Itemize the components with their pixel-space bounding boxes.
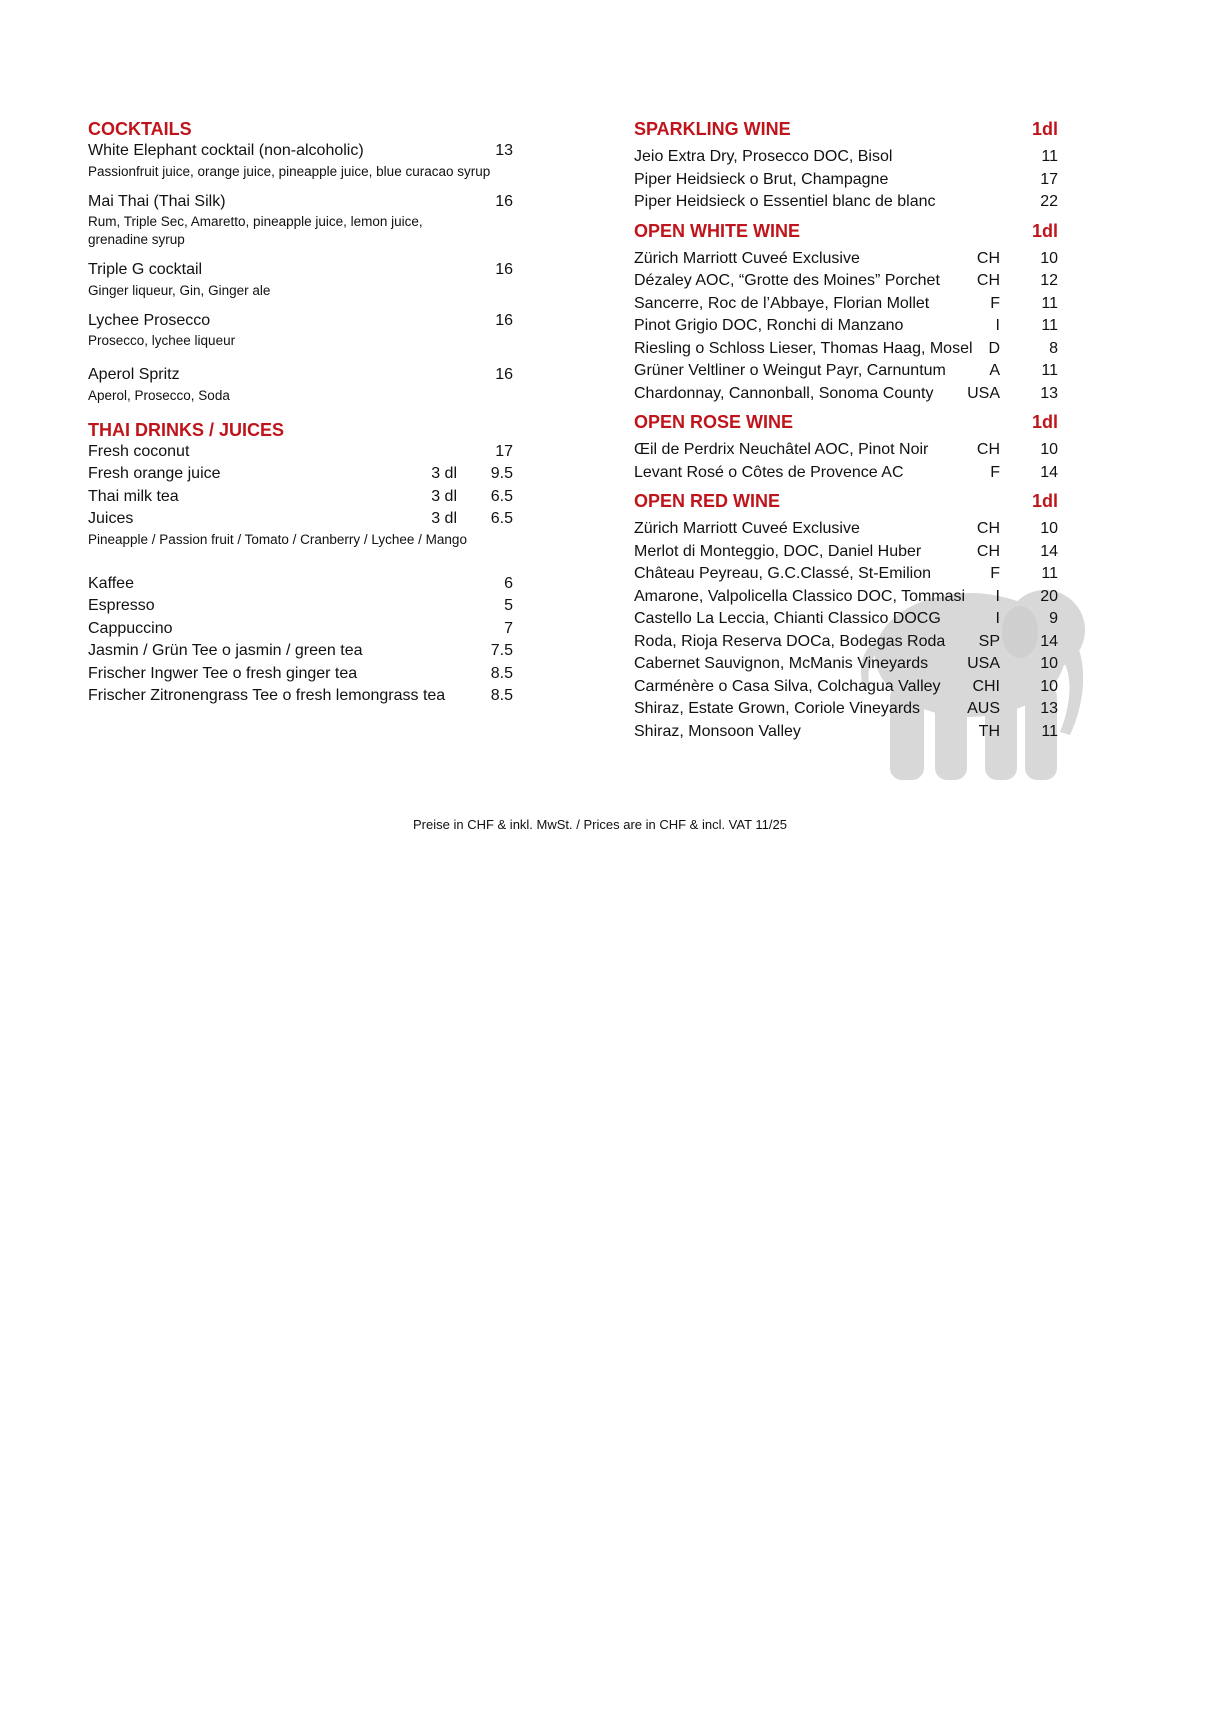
- red-wine-heading: [634, 490, 1058, 512]
- wine-row: [634, 383, 1058, 406]
- wine-price: 14: [1040, 632, 1058, 650]
- wine-origin: SP: [978, 632, 1000, 650]
- wine-origin: CH: [976, 441, 1000, 458]
- item-name: Thai milk tea: [88, 487, 179, 505]
- wine-price: 11: [1041, 148, 1058, 165]
- wine-origin: CH: [976, 272, 1000, 289]
- wine-price: 17: [1040, 170, 1058, 188]
- wine-name: Piper Heidsieck o Essentiel blanc de blanc: [634, 193, 936, 210]
- item-price: 16: [495, 311, 513, 329]
- wine-name: Pinot Grigio DOC, Ronchi di Manzano: [634, 317, 904, 334]
- item-price: 6.5: [490, 510, 513, 527]
- section-title: SPARKLING WINE: [634, 119, 791, 139]
- item-name: Juices: [88, 510, 134, 527]
- wine-row: [634, 608, 1058, 631]
- section-title: OPEN RED WINE: [634, 491, 781, 511]
- unit-label: 1dl: [1031, 412, 1058, 432]
- wine-origin: CH: [976, 249, 1000, 267]
- rose-wine-heading: [634, 411, 1058, 433]
- wine-name: Riesling o Schloss Lieser, Thomas Haag, Mosel: [634, 339, 973, 357]
- item-name: Espresso: [88, 597, 155, 614]
- wine-origin: A: [989, 362, 1000, 379]
- item-name: Frischer Zitronengrass Tee o fresh lemongrass tea: [88, 687, 446, 704]
- wine-name: Levant Rosé o Côtes de Provence AC: [634, 463, 904, 481]
- wine-price: 14: [1040, 542, 1058, 560]
- wine-price: 10: [1040, 677, 1058, 695]
- unit-label: 1dl: [1031, 220, 1058, 241]
- wine-row: [634, 169, 1058, 192]
- wine-price: 8: [1049, 339, 1058, 357]
- item-price: 13: [495, 142, 513, 159]
- wine-name: Zürich Marriott Cuveé Exclusive: [634, 520, 860, 537]
- menu-item: [88, 508, 513, 531]
- item-size: 3 dl: [431, 510, 457, 527]
- wine-row: [634, 248, 1058, 271]
- wine-price: 11: [1041, 362, 1058, 379]
- wine-origin: TH: [978, 722, 1000, 740]
- item-price: 16: [495, 192, 513, 210]
- wine-name: Jeio Extra Dry, Prosecco DOC, Bisol: [634, 148, 893, 165]
- item-description: Aperol, Prosecco, Soda: [88, 387, 230, 403]
- menu-item: [88, 364, 513, 405]
- wine-row: [634, 360, 1058, 383]
- wine-row: [634, 721, 1058, 744]
- wine-price: 13: [1040, 384, 1058, 402]
- wine-row: [634, 541, 1058, 564]
- item-price: 9.5: [490, 465, 513, 482]
- wine-row: [634, 191, 1058, 214]
- wine-origin: I: [995, 587, 1000, 605]
- item-price: 5: [504, 597, 513, 614]
- wine-name: Cabernet Sauvignon, McManis Vineyards: [634, 655, 929, 672]
- wine-row: [634, 270, 1058, 293]
- wine-name: Roda, Rioja Reserva DOCa, Bodegas Roda: [634, 632, 946, 650]
- item-price: 16: [495, 366, 513, 383]
- unit-label: 1dl: [1031, 491, 1058, 511]
- wine-price: 22: [1040, 193, 1058, 210]
- wine-origin: D: [988, 339, 1000, 357]
- cocktails-heading: COCKTAILS: [88, 119, 192, 139]
- item-name: Lychee Prosecco: [88, 311, 211, 329]
- wine-origin: CH: [976, 520, 1000, 537]
- juices-description: Pineapple / Passion fruit / Tomato / Cranberry / Lychee / Mango: [88, 531, 467, 547]
- item-name: Jasmin / Grün Tee o jasmin / green tea: [88, 642, 363, 659]
- wine-row: [634, 315, 1058, 338]
- menu-item: [88, 441, 513, 464]
- wine-row: [634, 586, 1058, 609]
- menu-item: [88, 463, 513, 486]
- wine-price: 11: [1041, 722, 1058, 740]
- wine-row: [634, 439, 1058, 462]
- menu-item: [88, 640, 513, 663]
- wine-price: 11: [1041, 317, 1058, 334]
- wine-row: [634, 676, 1058, 699]
- wine-name: Château Peyreau, G.C.Classé, St-Emilion: [634, 565, 932, 582]
- wine-row: [634, 698, 1058, 721]
- menu-item: [88, 573, 513, 596]
- menu-item: [88, 595, 513, 618]
- wine-price: 14: [1040, 463, 1058, 481]
- wine-row: [634, 462, 1058, 485]
- wine-origin: CH: [976, 542, 1000, 560]
- wine-name: Œil de Perdrix Neuchâtel AOC, Pinot Noir: [634, 441, 929, 458]
- item-description: Passionfruit juice, orange juice, pineapple juice, blue curacao syrup: [88, 163, 491, 179]
- wine-row: [634, 563, 1058, 586]
- right-column: [634, 118, 1058, 743]
- price-footnote: Preise in CHF & inkl. MwSt. / Prices are in CHF & incl. VAT 11/25: [413, 817, 787, 832]
- wine-price: 11: [1041, 294, 1058, 312]
- item-name: Kaffee: [88, 574, 134, 592]
- menu-item: [88, 259, 513, 300]
- wine-name: Shiraz, Monsoon Valley: [634, 722, 801, 740]
- item-price: 6.5: [490, 487, 513, 505]
- item-price: 16: [495, 261, 513, 278]
- item-name: Frischer Ingwer Tee o fresh ginger tea: [88, 664, 358, 682]
- wine-origin: F: [990, 565, 1000, 582]
- wine-row: [634, 293, 1058, 316]
- wine-row: [634, 146, 1058, 169]
- wine-origin: I: [995, 317, 1000, 334]
- wine-name: Dézaley AOC, “Grotte des Moines” Porchet: [634, 272, 940, 289]
- white-wine-heading: [634, 220, 1058, 242]
- item-price: 7: [504, 619, 513, 637]
- item-name: Fresh orange juice: [88, 465, 221, 482]
- wine-name: Sancerre, Roc de l’Abbaye, Florian Mollet: [634, 294, 930, 312]
- menu-item: [88, 663, 513, 686]
- wine-row: [634, 338, 1058, 361]
- wine-price: 9: [1049, 610, 1058, 627]
- section-title: OPEN ROSE WINE: [634, 412, 794, 432]
- item-description: Ginger liqueur, Gin, Ginger ale: [88, 282, 271, 298]
- wine-name: Merlot di Monteggio, DOC, Daniel Huber: [634, 542, 922, 560]
- menu-item: [88, 310, 513, 351]
- wine-price: 10: [1040, 249, 1058, 267]
- wine-name: Castello La Leccia, Chianti Classico DOCG: [634, 610, 941, 627]
- wine-origin: CHI: [972, 677, 1000, 695]
- item-name: White Elephant cocktail (non-alcoholic): [88, 142, 364, 159]
- item-name: Mai Thai (Thai Silk): [88, 192, 226, 210]
- unit-label: 1dl: [1031, 119, 1058, 139]
- wine-price: 13: [1040, 700, 1058, 717]
- wine-price: 20: [1040, 587, 1058, 605]
- wine-name: Carménère o Casa Silva, Colchagua Valley: [634, 677, 941, 695]
- wine-origin: AUS: [967, 700, 1000, 717]
- item-size: 3 dl: [431, 465, 457, 482]
- wine-name: Zürich Marriott Cuveé Exclusive: [634, 249, 860, 267]
- item-price: 6: [504, 574, 513, 592]
- wine-name: Chardonnay, Cannonball, Sonoma County: [634, 384, 934, 402]
- item-description: Rum, Triple Sec, Amaretto, pineapple juice, lemon juice, grenadine syrup: [88, 214, 423, 247]
- wine-origin: USA: [967, 384, 1000, 402]
- wine-row: [634, 631, 1058, 654]
- section-title: OPEN WHITE WINE: [634, 220, 800, 241]
- wine-price: 10: [1040, 520, 1058, 537]
- item-name: Fresh coconut: [88, 442, 190, 460]
- item-price: 8.5: [490, 687, 513, 704]
- wine-price: 12: [1040, 272, 1058, 289]
- menu-item: [88, 618, 513, 641]
- item-name: Triple G cocktail: [88, 261, 203, 278]
- wine-origin: I: [995, 610, 1000, 627]
- wine-origin: USA: [967, 655, 1000, 672]
- item-price: 17: [495, 442, 513, 460]
- wine-price: 10: [1040, 655, 1058, 672]
- wine-price: 11: [1041, 565, 1058, 582]
- item-name: Cappuccino: [88, 619, 173, 637]
- wine-row: [634, 518, 1058, 541]
- left-column: [88, 118, 538, 708]
- wine-name: Grüner Veltliner o Weingut Payr, Carnuntum: [634, 362, 946, 379]
- wine-name: Piper Heidsieck o Brut, Champagne: [634, 170, 889, 188]
- menu-item: [88, 486, 513, 509]
- sparkling-heading: [634, 118, 1058, 140]
- wine-name: Amarone, Valpolicella Classico DOC, Tommasi: [634, 587, 966, 605]
- item-description: Prosecco, lychee liqueur: [88, 333, 236, 348]
- item-price: 7.5: [490, 642, 513, 659]
- wine-price: 10: [1040, 441, 1058, 458]
- menu-item: [88, 191, 513, 250]
- hot-drinks-list: [88, 573, 513, 708]
- menu-item: [88, 140, 513, 181]
- wine-origin: F: [990, 463, 1000, 481]
- item-price: 8.5: [490, 664, 513, 682]
- item-name: Aperol Spritz: [88, 366, 180, 383]
- wine-row: [634, 653, 1058, 676]
- wine-origin: F: [990, 294, 1000, 312]
- menu-item: [88, 685, 513, 708]
- item-size: 3 dl: [431, 487, 457, 505]
- thai-drinks-heading: THAI DRINKS / JUICES: [88, 419, 285, 440]
- wine-name: Shiraz, Estate Grown, Coriole Vineyards: [634, 700, 921, 717]
